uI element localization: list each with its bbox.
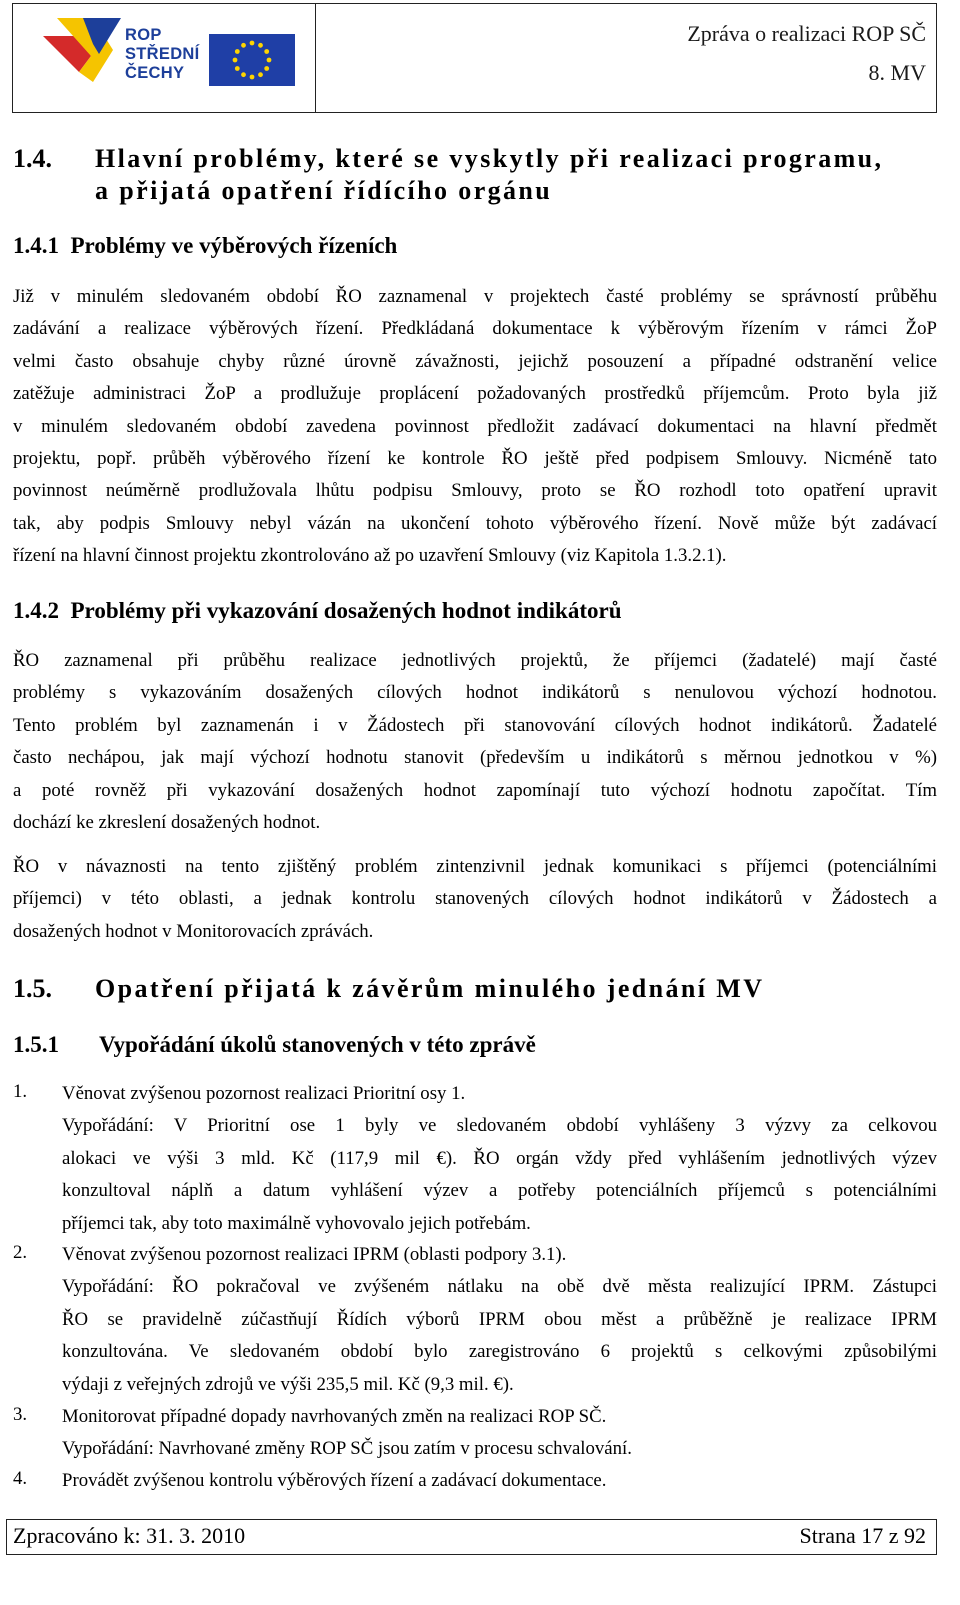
text-line: Tento problém byl zaznamenán i v Žádostech při stanovování cílových hodnot indikátorů. Žadatelé xyxy=(13,714,937,736)
footer-date: Zpracováno k: 31. 3. 2010 xyxy=(13,1523,246,1548)
subsection-number: 1.5.1 xyxy=(13,1032,59,1057)
subsection-title: Problémy ve výběrových řízeních xyxy=(70,233,398,258)
text-line: výdaji z veřejných zdrojů ve výši 235,5 mil. Kč (9,3 mil. €). xyxy=(62,1373,514,1395)
list-item xyxy=(62,1465,937,1497)
list-item xyxy=(62,1239,937,1401)
report-title: Zpráva o realizaci ROP SČ xyxy=(687,21,926,46)
list-item-number: 3. xyxy=(13,1404,28,1425)
paragraph-1-4-2-a xyxy=(13,645,937,839)
rop-logo-icon xyxy=(43,14,133,84)
subsection-title: Problémy při vykazování dosažených hodnot indikátorů xyxy=(70,598,622,623)
text-line: ŘO se pravidelně zúčastňují Řídích výborů IPRM obou měst a průběžně je realizace IPRM xyxy=(62,1308,937,1330)
paragraph-1-4-2-b xyxy=(13,851,937,948)
section-number: 1.4. xyxy=(13,144,52,173)
list-item xyxy=(62,1401,937,1466)
text-line: Vypořádání: V Prioritní ose 1 byly ve sledovaném období vyhlášeny 3 výzvy za celkovou xyxy=(62,1115,937,1137)
text-line: zatěžuje administraci ŽoP a prodlužuje proplácení požadovaných prostředků příjemcům. Proto byla již xyxy=(13,383,937,405)
subsection-number: 1.4.1 xyxy=(13,233,59,258)
text-line: tak, aby podpis Smlouvy nebyl vázán na ukončení tohoto výběrového řízení. Nově může být zadávací xyxy=(13,512,937,534)
logo-area xyxy=(13,4,316,112)
list-item-number: 1. xyxy=(13,1081,28,1102)
report-subtitle: 8. MV xyxy=(868,60,926,85)
footer-page-number: Strana 17 z 92 xyxy=(799,1523,926,1548)
text-line: Monitorovat případné dopady navrhovaných změn na realizaci ROP SČ. xyxy=(62,1406,607,1427)
text-line: konzultoval náplň a datum vyhlášení výzev a potřeby potenciálních příjemců s potenciálními xyxy=(62,1180,937,1202)
section-1-5-heading xyxy=(13,974,764,1004)
text-line: velmi často obsahuje chyby různé úrovně závažnosti, jejichž posouzení a případné odstranění velice xyxy=(13,350,937,372)
text-line: konzultována. Ve sledovaném období bylo zaregistrováno 6 projektů s celkovými způsobilými xyxy=(62,1341,937,1363)
text-line: alokaci ve výši 3 mld. Kč (117,9 mil €). ŘO orgán vždy před vyhlášením jednotlivých výzev xyxy=(62,1147,937,1169)
text-line: řízení na hlavní činnost projektu zkontrolováno až po uzavření Smlouvy (viz Kapitola 1.3.2.1). xyxy=(13,545,727,567)
section-title-line-1: Hlavní problémy, které se vyskytly při realizaci programu, xyxy=(95,144,884,173)
list-item-number: 4. xyxy=(13,1468,28,1489)
section-1-5-1-heading xyxy=(13,1032,536,1058)
text-line: v minulém sledovaném období zavedena povinnost předložit zadávací dokumentaci na hlavní předmět xyxy=(13,415,937,437)
section-1-4-2-heading xyxy=(13,598,622,624)
section-1-4-heading-cont: a přijatá opatření řídícího orgánu xyxy=(95,176,553,205)
text-line: ŘO zaznamenal při průběhu realizace jednotlivých projektů, že příjemci (žadatelé) mají časté xyxy=(13,650,937,671)
text-line: Věnovat zvýšenou pozornost realizaci IPRM (oblasti podpory 3.1). xyxy=(62,1244,567,1265)
logo-line-1: ROP xyxy=(125,26,162,44)
list-item-number: 2. xyxy=(13,1242,28,1263)
text-line: Vypořádání: ŘO pokračoval ve zvýšeném nátlaku na obě dvě města realizující IPRM. Zástupci xyxy=(62,1276,937,1298)
eu-flag-icon xyxy=(209,34,295,86)
text-line: Věnovat zvýšenou pozornost realizaci Prioritní osy 1. xyxy=(62,1083,466,1104)
text-line: příjemci) v této oblasti, a jednak kontrolu stanovených cílových hodnot indikátorů v Žádostech a xyxy=(13,888,937,910)
section-1-4-1-heading xyxy=(13,233,397,259)
subsection-number: 1.4.2 xyxy=(13,598,59,623)
text-line: Vypořádání: Navrhované změny ROP SČ jsou zatím v procesu schvalování. xyxy=(62,1438,632,1460)
text-line: zadávání a realizace výběrových řízení. Předkládaná dokumentace k výběrovým řízením v rámci ŽoP xyxy=(13,318,937,340)
paragraph-1-4-1 xyxy=(13,281,937,573)
page-footer xyxy=(6,1519,937,1555)
text-line: projektu, popř. průběh výběrového řízení ke kontrole ŘO ještě před podpisem Smlouvy. Nicméně tato xyxy=(13,447,937,469)
logo-wordmark xyxy=(125,26,200,83)
text-line: povinnost neúměrně prodlužovala lhůtu podpisu Smlouvy, proto se ŘO rozhodl toto opatření upravit xyxy=(13,480,937,502)
page-header xyxy=(12,3,937,113)
section-1-4-heading xyxy=(13,144,883,174)
section-number: 1.5. xyxy=(13,974,52,1003)
text-line: příjemci tak, aby toto maximálně vyhovovalo jejich potřebám. xyxy=(62,1212,531,1234)
header-title-area xyxy=(316,4,936,112)
logo-line-2: STŘEDNÍ xyxy=(125,45,200,63)
text-line: Provádět zvýšenou kontrolu výběrových řízení a zadávací dokumentace. xyxy=(62,1470,607,1491)
list-item xyxy=(62,1078,937,1240)
text-line: dochází ke zkreslení dosažených hodnot. xyxy=(13,811,321,833)
logo-line-3: ČECHY xyxy=(125,64,185,82)
text-line: Již v minulém sledovaném období ŘO zaznamenal v projektech časté problémy se správností průběhu xyxy=(13,286,937,307)
subsection-title: Vypořádání úkolů stanovených v této zprávě xyxy=(99,1032,536,1057)
section-title: Opatření přijatá k závěrům minulého jednání MV xyxy=(95,974,765,1003)
text-line: a poté rovněž při vykazování dosažených hodnot zapomínají tuto výchozí hodnotu započítat. Tím xyxy=(13,779,937,801)
text-line: ŘO v návaznosti na tento zjištěný problém zintenzivnil jednak komunikaci s příjemci (potenciálními xyxy=(13,856,937,877)
text-line: problémy s vykazováním dosažených cílových hodnot indikátorů s nenulovou výchozí hodnotou. xyxy=(13,682,937,704)
text-line: často nechápou, jak mají výchozí hodnotu stanovit (především u indikátorů s měrnou jednotkou v %) xyxy=(13,747,937,769)
text-line: dosažených hodnot v Monitorovacích zprávách. xyxy=(13,920,374,942)
